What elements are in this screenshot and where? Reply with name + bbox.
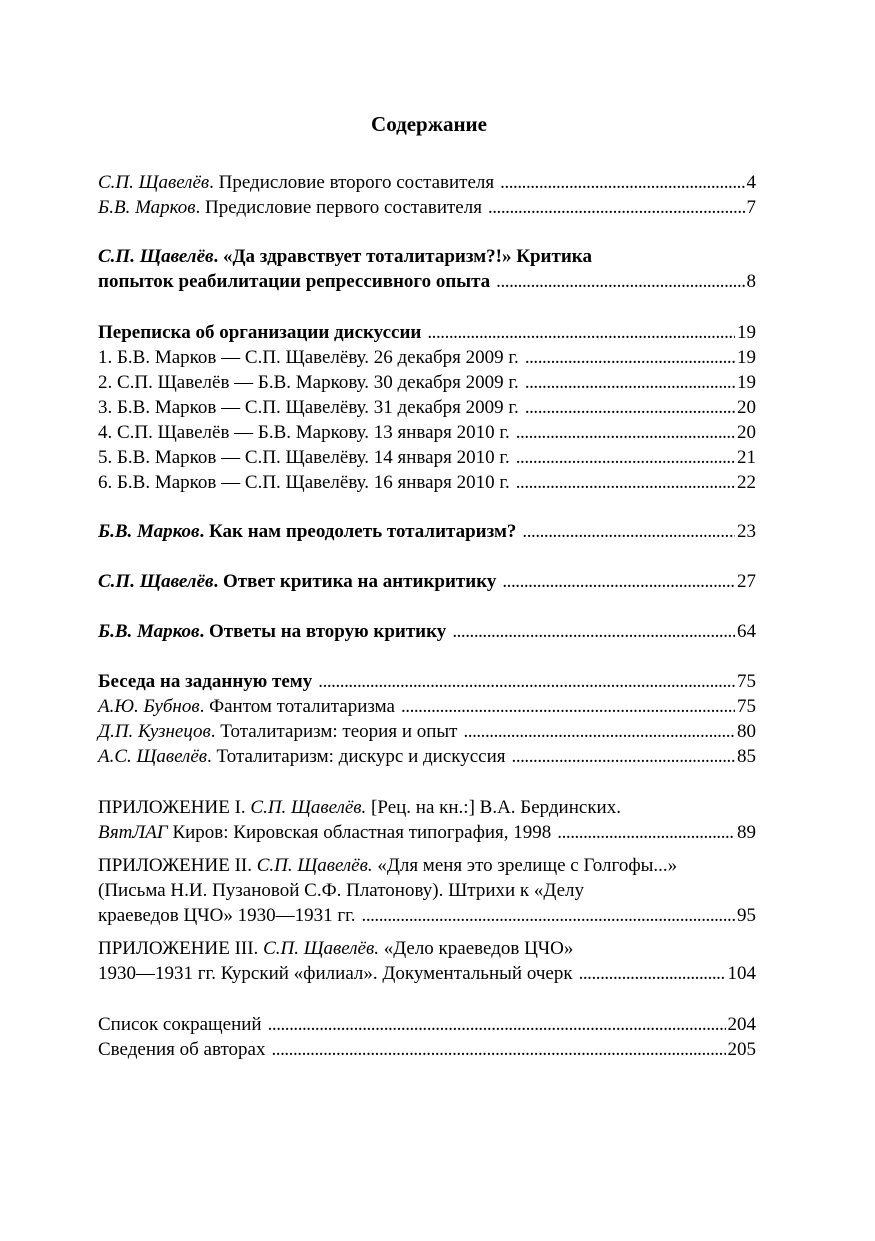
entry-title-line3: краеведов ЦЧО» 1930—1931 гг. bbox=[98, 905, 356, 926]
entry-title-line1: «Дело краеведов ЦЧО» bbox=[378, 938, 574, 959]
page-number: 75 bbox=[737, 671, 756, 692]
page-number: 19 bbox=[737, 347, 756, 368]
toc-entry-appendix-2[interactable] bbox=[98, 853, 756, 928]
toc-entry-theory-experience[interactable]: Д.П. Кузнецов. Тоталитаризм: теория и опыт . . . 80 bbox=[98, 719, 756, 744]
entry-title: Предисловие первого составителя bbox=[205, 197, 482, 218]
page-number: 4 bbox=[746, 172, 756, 193]
entry-title: Как нам преодолеть тоталитаризм? bbox=[209, 521, 517, 542]
page-number: 21 bbox=[737, 447, 756, 468]
dot-leader bbox=[525, 395, 735, 420]
entry-title: Предисловие второго составителя bbox=[218, 172, 495, 193]
dot-leader bbox=[271, 1037, 725, 1062]
entry-title: Беседа на заданную тему bbox=[98, 671, 313, 692]
page-title: Содержание bbox=[371, 112, 487, 136]
page-number: 20 bbox=[737, 422, 756, 443]
page-number: 23 bbox=[737, 521, 756, 542]
dot-leader bbox=[525, 345, 735, 370]
entry-title-line2: (Письма Н.И. Пузановой С.Ф. Платонову). Штрихи к «Делу bbox=[98, 880, 584, 901]
toc-entry-abbreviations[interactable] bbox=[98, 1012, 756, 1037]
entry-title: Тоталитаризм: теория и опыт bbox=[220, 721, 458, 742]
entry-title: 3. Б.В. Марков — С.П. Щавелёву. 31 декабря 2009 г. bbox=[98, 397, 519, 418]
page-number: 20 bbox=[737, 397, 756, 418]
entry-author: Д.П. Кузнецов bbox=[98, 721, 211, 742]
toc-entry-phantom[interactable]: А.Ю. Бубнов. Фантом тоталитаризма . . . 75 bbox=[98, 694, 756, 719]
entry-title-line1: «Да здравствует тоталитаризм?!» Критика bbox=[222, 246, 592, 267]
appendix-label: ПРИЛОЖЕНИЕ III. bbox=[98, 938, 264, 959]
toc-entry-preface-second[interactable]: С.П. Щавелёв. Предисловие второго составителя . . . 4 bbox=[98, 170, 756, 195]
page-number: 8 bbox=[746, 271, 756, 292]
entry-title: Переписка об организации дискуссии bbox=[98, 322, 422, 343]
dot-leader bbox=[318, 669, 735, 694]
page-number: 75 bbox=[737, 696, 756, 717]
dot-leader bbox=[516, 445, 735, 470]
page-number: 89 bbox=[737, 822, 756, 843]
page-number: 95 bbox=[737, 905, 756, 926]
book-title: ВятЛАГ bbox=[98, 822, 168, 843]
appendix-label: ПРИЛОЖЕНИЕ I. bbox=[98, 797, 251, 818]
entry-author: Б.В. Марков bbox=[98, 197, 196, 218]
entry-author: А.Ю. Бубнов bbox=[98, 696, 200, 717]
entry-title: Ответы на вторую критику bbox=[209, 621, 447, 642]
dot-leader bbox=[500, 170, 744, 195]
dot-leader bbox=[496, 269, 744, 294]
toc-entry-preface-first[interactable]: Б.В. Марков. Предисловие первого составителя . . . 7 bbox=[98, 195, 756, 220]
dot-leader bbox=[463, 719, 735, 744]
entry-title: 5. Б.В. Марков — С.П. Щавелёву. 14 января 2010 г. bbox=[98, 447, 510, 468]
toc-entry-appendix-1[interactable] bbox=[98, 795, 756, 845]
entry-title-line2: 1930—1931 гг. Курский «филиал». Документальный очерк bbox=[98, 963, 573, 984]
entry-author: Б.В. Марков bbox=[98, 621, 200, 642]
page-number: 80 bbox=[737, 721, 756, 742]
entry-title-line1: «Для меня это зрелище с Голгофы...» bbox=[372, 855, 678, 876]
page-number: 104 bbox=[727, 963, 756, 984]
entry-author: С.П. Щавелёв bbox=[98, 172, 210, 193]
dot-leader bbox=[522, 519, 735, 544]
page-number: 19 bbox=[737, 322, 756, 343]
toc-entry-letter-6[interactable] bbox=[98, 470, 756, 495]
toc-entry-overcome-totalitarianism[interactable]: Б.В. Марков. Как нам преодолеть тоталитаризм? . . . 23 bbox=[98, 519, 756, 544]
dot-leader bbox=[512, 744, 735, 769]
entry-author: С.П. Щавелёв bbox=[98, 246, 214, 267]
toc-entry-appendix-3[interactable] bbox=[98, 936, 756, 986]
page-number: 204 bbox=[727, 1014, 756, 1035]
page-number: 85 bbox=[737, 746, 756, 767]
entry-author: С.П. Щавелёв. bbox=[256, 855, 373, 876]
entry-title: 2. С.П. Щавелёв — Б.В. Маркову. 30 декабря 2009 г. bbox=[98, 372, 519, 393]
dot-leader bbox=[525, 370, 735, 395]
toc-entry-authors[interactable] bbox=[98, 1037, 756, 1062]
dot-leader bbox=[579, 961, 726, 986]
dot-leader bbox=[516, 420, 735, 445]
toc-entry-conversation[interactable] bbox=[98, 669, 756, 694]
page-number: 64 bbox=[737, 621, 756, 642]
toc-entry-correspondence[interactable] bbox=[98, 320, 756, 345]
entry-title: Ответ критика на антикритику bbox=[222, 571, 497, 592]
dot-leader bbox=[362, 903, 735, 928]
dot-leader bbox=[452, 619, 735, 644]
toc-entry-letter-4[interactable] bbox=[98, 420, 756, 445]
entry-title-line2: Киров: Кировская областная типография, 1998 bbox=[167, 822, 552, 843]
entry-title-line2: попыток реабилитации репрессивного опыта bbox=[98, 271, 491, 292]
dot-leader bbox=[557, 820, 735, 845]
entry-title: Список сокращений bbox=[98, 1014, 262, 1035]
page-number: 22 bbox=[737, 472, 756, 493]
entry-title: 1. Б.В. Марков — С.П. Щавелёву. 26 декабря 2009 г. bbox=[98, 347, 519, 368]
toc-entry-discourse[interactable]: А.С. Щавелёв. Тоталитаризм: дискурс и дискуссия . . . 85 bbox=[98, 744, 756, 769]
dot-leader bbox=[427, 320, 735, 345]
toc-entry-letter-2[interactable] bbox=[98, 370, 756, 395]
page-number: 7 bbox=[746, 197, 756, 218]
entry-author: С.П. Щавелёв. bbox=[250, 797, 367, 818]
page-number: 19 bbox=[737, 372, 756, 393]
entry-title: 6. Б.В. Марков — С.П. Щавелёву. 16 января 2010 г. bbox=[98, 472, 510, 493]
entry-author: С.П. Щавелёв bbox=[98, 571, 214, 592]
dot-leader bbox=[488, 195, 745, 220]
entry-author: Б.В. Марков bbox=[98, 521, 200, 542]
entry-author: С.П. Щавелёв. bbox=[263, 938, 379, 959]
toc-entry-letter-5[interactable] bbox=[98, 445, 756, 470]
page-number: 27 bbox=[737, 571, 756, 592]
toc-entry-long-live-totalitarianism[interactable]: С.П. Щавелёв. «Да здравствует тоталитаризм?!» Критика попыток реабилитации репрессивного опыта . . . 8 bbox=[98, 244, 756, 294]
dot-leader bbox=[268, 1012, 726, 1037]
entry-title: Фантом тоталитаризма bbox=[209, 696, 395, 717]
dot-leader bbox=[502, 569, 735, 594]
toc-entry-letter-3[interactable] bbox=[98, 395, 756, 420]
toc-entry-second-critique-answers[interactable]: Б.В. Марков. Ответы на вторую критику . . . 64 bbox=[98, 619, 756, 644]
entry-title: 4. С.П. Щавелёв — Б.В. Маркову. 13 января 2010 г. bbox=[98, 422, 510, 443]
appendix-label: ПРИЛОЖЕНИЕ II. bbox=[98, 855, 257, 876]
dot-leader bbox=[401, 694, 735, 719]
entry-title-line1: [Рец. на кн.:] В.А. Бердинских. bbox=[366, 797, 621, 818]
page-number: 205 bbox=[727, 1039, 756, 1060]
toc-entry-letter-1[interactable] bbox=[98, 345, 756, 370]
entry-author: А.С. Щавелёв bbox=[98, 746, 208, 767]
entry-title: Тоталитаризм: дискурс и дискуссия bbox=[216, 746, 506, 767]
dot-leader bbox=[516, 470, 735, 495]
entry-title: Сведения об авторах bbox=[98, 1039, 266, 1060]
toc-entry-critic-reply[interactable]: С.П. Щавелёв. Ответ критика на антикритику . . . 27 bbox=[98, 569, 756, 594]
